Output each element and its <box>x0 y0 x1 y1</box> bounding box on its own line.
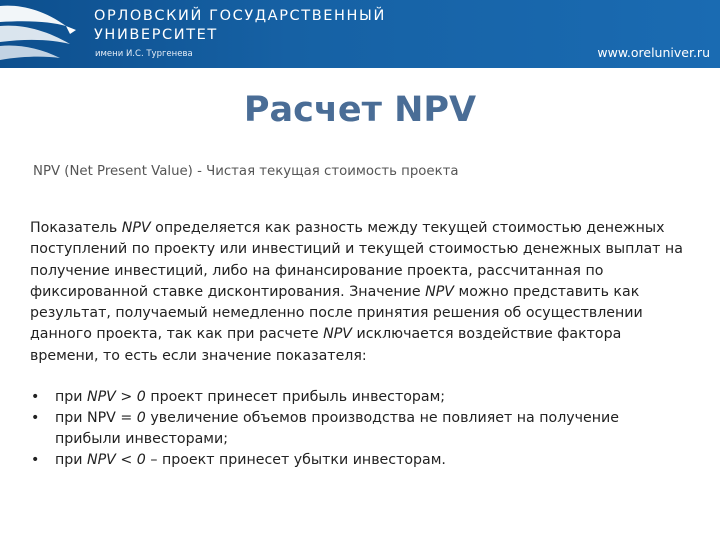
list-item-line <box>55 387 690 408</box>
text-run: данного проекта, так как при расчете <box>30 326 324 343</box>
text-run: при <box>55 389 88 405</box>
italic-term: NPV <box>425 283 454 300</box>
text-run: определяется как разность между текущей стоимостью денежных <box>150 220 665 236</box>
paragraph-line <box>30 346 690 367</box>
list-item-line <box>55 450 690 471</box>
bird-wing-logo-icon <box>0 0 86 68</box>
text-run: исключается воздействие фактора <box>352 326 622 343</box>
paragraph-line <box>30 218 690 239</box>
text-run: при NPV = <box>55 410 137 426</box>
slide-subtitle: NPV (Net Present Value) - Чистая текущая стоимость проекта <box>33 164 459 179</box>
text-run: фиксированной ставке дисконтирования. Значение <box>30 283 426 300</box>
text-run: можно представить как <box>454 283 640 300</box>
list-item <box>30 387 690 408</box>
text-run: Показатель <box>30 220 122 236</box>
bullet-marker: • <box>31 389 40 405</box>
italic-term: NPV <box>323 326 352 343</box>
text-run: увеличение объемов производства не повлияет на получение <box>145 410 619 426</box>
text-run: – проект принесет убытки инвесторам. <box>145 452 446 468</box>
header-banner <box>0 0 720 68</box>
university-name-line1: ОРЛОВСКИЙ ГОСУДАРСТВЕННЫЙ <box>94 8 386 24</box>
italic-term: 0 <box>136 410 146 426</box>
bullet-marker: • <box>31 452 40 468</box>
definition-paragraph <box>30 218 690 367</box>
list-item-line <box>55 408 690 429</box>
paragraph-line <box>30 303 690 324</box>
paragraph-line <box>30 239 690 260</box>
italic-term: NPV < 0 <box>87 452 146 468</box>
text-run: при <box>55 452 88 468</box>
italic-term: NPV > 0 <box>87 389 146 405</box>
text-run: проект принесет прибыль инвесторам; <box>145 389 446 405</box>
text-run: получение инвестиций, либо на финансирование проекта, рассчитанная по <box>30 262 604 279</box>
website-link[interactable]: www.oreluniver.ru <box>597 45 710 60</box>
text-run: результат, получаемый немедленно после принятия решения об осуществлении <box>30 305 643 322</box>
text-run: поступлений по проекту или инвестиций и текущей стоимостью денежных выплат на <box>30 241 683 258</box>
university-name-line3: имени И.С. Тургенева <box>95 49 193 59</box>
university-name-line2: УНИВЕРСИТЕТ <box>94 27 218 43</box>
bullet-marker: • <box>31 410 40 426</box>
npv-conditions-list <box>30 387 690 471</box>
paragraph-line <box>30 261 690 282</box>
text-run: времени, то есть если значение показателя: <box>30 347 367 364</box>
paragraph-line <box>30 324 690 345</box>
list-item-line <box>55 429 690 450</box>
list-item <box>30 408 690 450</box>
italic-term: NPV <box>121 220 151 236</box>
text-run: прибыли инвесторами; <box>55 431 228 447</box>
list-item <box>30 450 690 471</box>
slide-title: Расчет NPV <box>243 90 477 130</box>
paragraph-line <box>30 282 690 303</box>
